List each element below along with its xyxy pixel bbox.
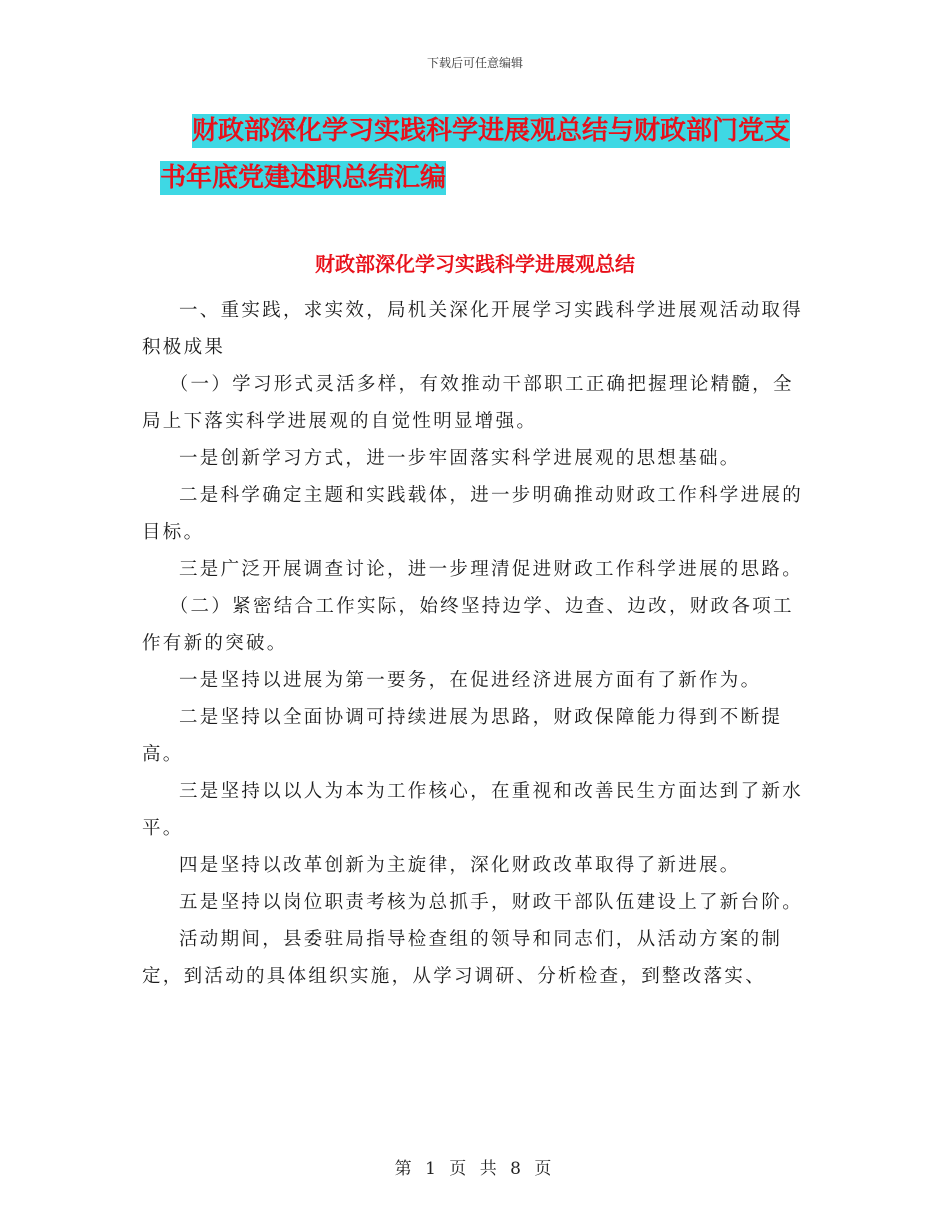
paragraph: 一是创新学习方式，进一步牢固落实科学进展观的思想基础。: [179, 448, 741, 469]
paragraph: （一）学习形式灵活多样，有效推动干部职工正确把握理论精髓，全局上下落实科学进展观的自觉性明显增强。: [142, 374, 794, 432]
paragraph: 四是坚持以改革创新为主旋律，深化财政改革取得了新进展。: [179, 855, 741, 876]
paragraph: 一是坚持以进展为第一要务，在促进经济进展方面有了新作为。: [179, 670, 762, 691]
paragraph: 三是坚持以以人为本为工作核心，在重视和改善民生方面达到了新水平。: [142, 781, 804, 839]
paragraph: （二）紧密结合工作实际，始终坚持边学、边查、边改，财政各项工作有新的突破。: [142, 596, 794, 654]
paragraph: 活动期间，县委驻局指导检查组的领导和同志们，从活动方案的制定，到活动的具体组织实施，从学习调研、分析检查，到整改落实、: [142, 929, 783, 987]
paragraph: 三是广泛开展调查讨论，进一步理清促进财政工作科学进展的思路。: [179, 559, 804, 580]
section-title: 财政部深化学习实践科学进展观总结: [315, 252, 635, 276]
paragraph: 五是坚持以岗位职责考核为总抓手，财政干部队伍建设上了新台阶。: [179, 892, 804, 913]
paragraph: 二是坚持以全面协调可持续进展为思路，财政保障能力得到不断提高。: [142, 707, 783, 765]
document-body: [142, 292, 814, 995]
title-line-2: 书年底党建述职总结汇编: [160, 163, 447, 193]
header-note: 下载后可任意编辑: [426, 56, 523, 70]
title-line-1: 财政部深化学习实践科学进展观总结与财政部门党支: [192, 116, 791, 146]
paragraph: 二是科学确定主题和实践载体，进一步明确推动财政工作科学进展的目标。: [142, 485, 804, 543]
paragraph: 一、重实践，求实效，局机关深化开展学习实践科学进展观活动取得积极成果: [142, 300, 804, 358]
document-title: [140, 108, 840, 202]
page-footer: 第 1 页 共 8 页: [394, 1159, 556, 1179]
